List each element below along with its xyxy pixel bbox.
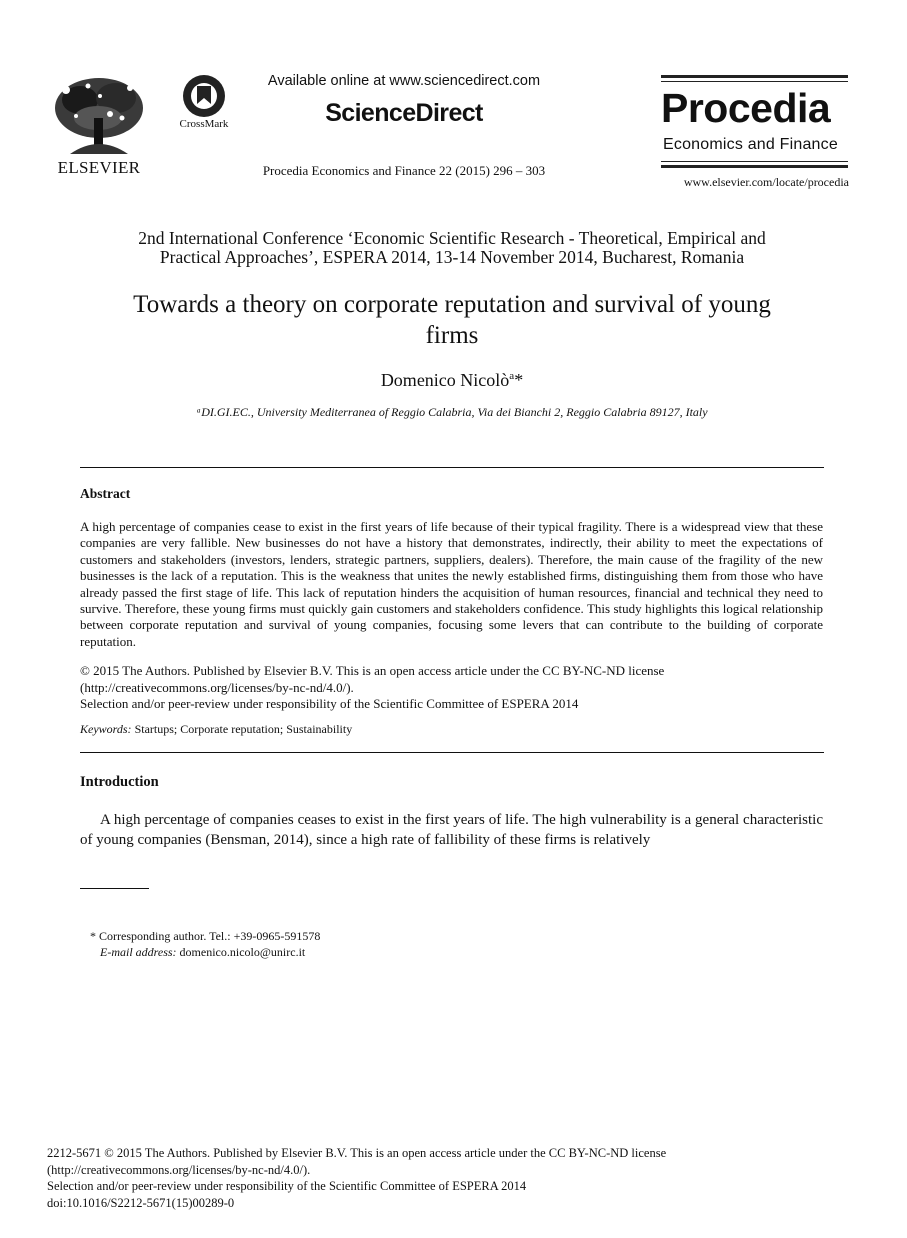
- abstract-body: A high percentage of companies cease to exist in the first years of life because of their typical fragility. There is a widespread view that these companies are very fallible. New businesses do not have a history that demonstrates, indirectly, their ability to meet the expectations of customers and stakeholders (investors, lenders, strategic partners, suppliers, dealers). Therefore, the main cause of the fragility of the new businesses is the lack of a reputation. This is the weakness that unites the newly established firms, distinguishing them from those who have already passed the first stage of life. This lack of reputation hinders the acquisition of human resources, financial and technical they need to survive. Therefore, these young firms must quickly gain customers and stakeholders confidence. This study highlights this logical relationship between corporate reputation and survival of young companies, focusing some levers that can contribute to the building of corporate reputation.: [80, 519, 823, 649]
- abstract-bottom-rule: [80, 752, 824, 753]
- footnote-corresponding: * Corresponding author. Tel.: +39-0965-591578: [90, 929, 321, 943]
- keywords-list: Startups; Corporate reputation; Sustainability: [131, 722, 353, 736]
- abstract-peer-review-note: Selection and/or peer-review under responsibility of the Scientific Committee of ESPERA 2014: [80, 696, 579, 711]
- introduction-heading: Introduction: [80, 774, 159, 790]
- keywords-line: [80, 722, 824, 737]
- footnote-email-address[interactable]: domenico.nicolo@unirc.it: [176, 945, 306, 959]
- footnote-rule: [80, 888, 149, 889]
- abstract-license-link[interactable]: (http://creativecommons.org/licenses/by-nc-nd/4.0/).: [80, 680, 354, 695]
- introduction-body: A high percentage of companies ceases to exist in the first years of life. The high vulnerability is a general characteristic of young companies (Bensman, 2014), since a high rate of fallibility of these firms is relatively: [80, 812, 823, 848]
- author-affiliation: ᵃDI.GI.EC., University Mediterranea of Reggio Calabria, Via dei Bianchi 2, Reggio Calabria 89127, Italy: [196, 405, 708, 419]
- conference-line-1: 2nd International Conference ‘Economic Scientific Research - Theoretical, Empirical and: [138, 228, 766, 248]
- abstract-license-line-1: © 2015 The Authors. Published by Elsevier B.V. This is an open access article under the CC BY-NC-ND license: [80, 663, 665, 678]
- author-corresponding-mark: *: [514, 370, 524, 390]
- abstract-top-rule: [80, 467, 824, 468]
- paper-title: [80, 289, 824, 351]
- procedia-rule-top-thin: [661, 81, 848, 82]
- author-name: Domenico Nicolò: [380, 370, 510, 390]
- footer-doi[interactable]: doi:10.1016/S2212-5671(15)00289-0: [47, 1196, 235, 1210]
- footnote-email-label: E-mail address:: [100, 945, 177, 959]
- footnote-email: [100, 944, 840, 960]
- available-online-notice[interactable]: Available online at www.sciencedirect.com: [267, 73, 541, 89]
- conference-line-2: Practical Approaches’, ESPERA 2014, 13-14 November 2014, Bucharest, Romania: [159, 247, 745, 267]
- keywords-label: Keywords:: [80, 722, 132, 736]
- footer-license-line: 2212-5671 © 2015 The Authors. Published by Elsevier B.V. This is an open access article under the CC BY-NC-ND license: [47, 1146, 667, 1160]
- abstract-heading: Abstract: [80, 486, 131, 501]
- elsevier-wordmark: ELSEVIER: [57, 158, 141, 177]
- conference-info: [80, 229, 824, 267]
- procedia-subtitle: Economics and Finance: [663, 136, 838, 153]
- sciencedirect-brand: ScienceDirect: [325, 99, 483, 127]
- procedia-rule-bottom-thick: [661, 165, 848, 168]
- journal-citation: Procedia Economics and Finance 22 (2015) 296 – 303: [262, 163, 546, 178]
- paper-title-line-2: firms: [425, 322, 479, 349]
- author-line: [80, 370, 824, 391]
- paper-title-line-1: Towards a theory on corporate reputation and survival of young: [133, 291, 771, 318]
- crossmark-label: CrossMark: [179, 118, 229, 130]
- footer-peer-review-note: Selection and/or peer-review under responsibility of the Scientific Committee of ESPERA 2014: [47, 1179, 527, 1193]
- procedia-rule-bottom-thin: [661, 161, 848, 162]
- footer-license-link[interactable]: (http://creativecommons.org/licenses/by-nc-nd/4.0/).: [47, 1163, 311, 1177]
- procedia-brand: Procedia: [661, 85, 831, 131]
- procedia-url[interactable]: www.elsevier.com/locate/procedia: [683, 175, 849, 189]
- author-affiliation-mark: a: [509, 370, 515, 382]
- procedia-rule-top-thick: [661, 75, 848, 78]
